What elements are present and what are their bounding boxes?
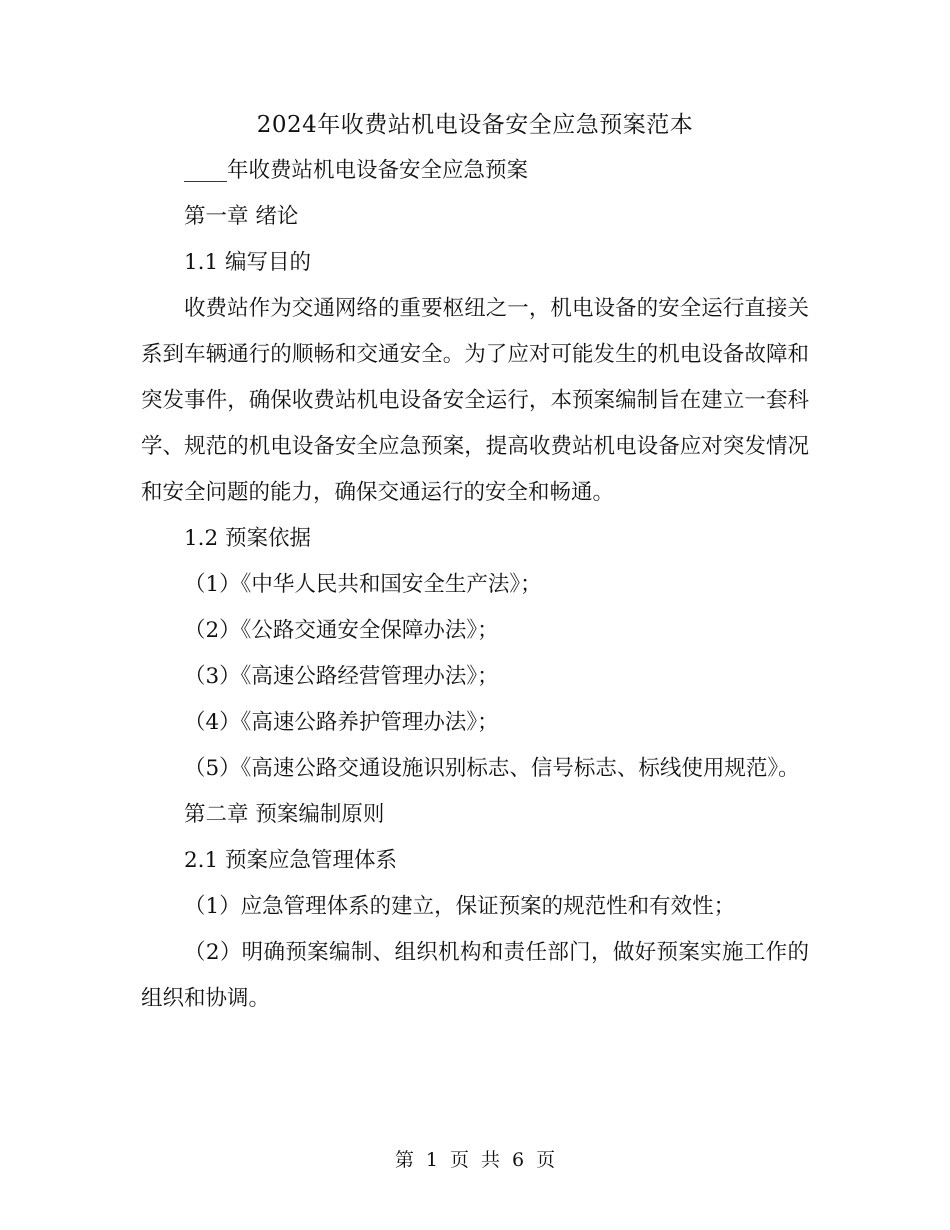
basis-item-3: （3）《高速公路经营管理办法》； (184, 664, 499, 689)
section-1-1-body: 收费站作为交通网络的重要枢纽之一，机电设备的安全运行直接关系到车辆通行的顺畅和交通安全。为了应对可能发生的机电设备故障和突发事件，确保收费站机电设备安全运行，本预案编制旨在建立一套科学、规范的机电设备安全应急预案，提高收费站机电设备应对突发情况和安全问题的能力，确保交通运行的安全和畅通。 (141, 296, 809, 505)
document-title: 2024年收费站机电设备安全应急预案范本 (256, 112, 694, 138)
section-1-2-heading: 1.2 预案依据 (184, 526, 312, 551)
principle-item-1: （1）应急管理体系的建立，保证预案的规范性和有效性； (184, 894, 736, 919)
basis-item-5: （5）《高速公路交通设施识别标志、信号标志、标线使用规范》。 (184, 756, 800, 781)
subtitle-paragraph: ____年收费站机电设备安全应急预案 (184, 158, 529, 183)
page-number-footer: 第 1 页 共 6 页 (394, 1149, 556, 1171)
document-body (141, 148, 809, 1022)
section-2-1-heading: 2.1 预案应急管理体系 (184, 848, 398, 873)
principle-item-2: （2）明确预案编制、组织机构和责任部门，做好预案实施工作的组织和协调。 (141, 940, 809, 1011)
basis-item-4: （4）《高速公路养护管理办法》； (184, 710, 499, 735)
section-1-1-heading: 1.1 编写目的 (184, 250, 312, 275)
chapter-2-heading: 第二章 预案编制原则 (184, 802, 385, 827)
basis-item-1: （1）《中华人民共和国安全生产法》； (184, 572, 542, 597)
chapter-1-heading: 第一章 绪论 (184, 204, 299, 229)
basis-item-2: （2）《公路交通安全保障办法》； (184, 618, 499, 643)
